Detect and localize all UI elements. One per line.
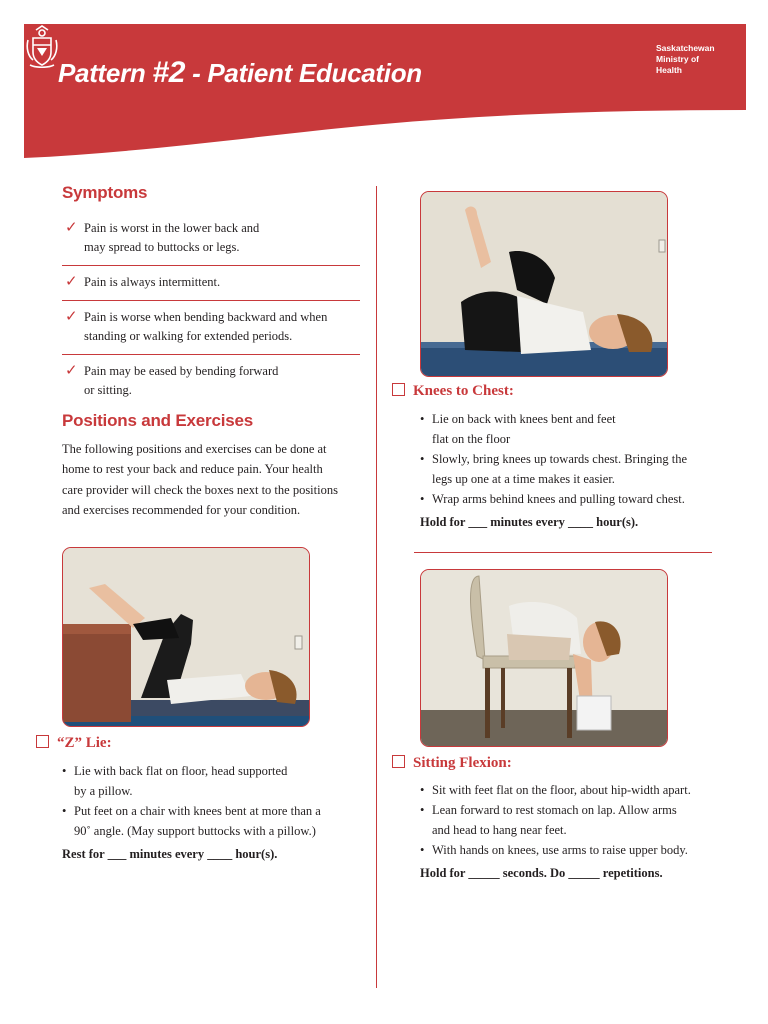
symptom-item: ✓ Pain is worse when bending backward and when standing or walking for extended periods. [62, 301, 360, 355]
page-title: Pattern #2 - Patient Education [58, 56, 422, 89]
checkmark-icon: ✓ [65, 361, 78, 379]
intro-paragraph: The following positions and exercises can be done at home to rest your back and reduce pain. Your health care provider will check the boxes next to the positions and exercises recommended for your condition. [62, 442, 338, 517]
z-lie-hold: Rest for ___ minutes every ____ hour(s). [62, 847, 278, 861]
z-lie-instructions [62, 761, 362, 841]
exercise-heading-knees-to-chest: Knees to Chest: [392, 383, 514, 400]
symptoms-list [62, 212, 360, 408]
exercise-heading-z-lie: “Z” Lie: [36, 735, 112, 752]
knees-to-chest-hold: Hold for ___ minutes every ____ hour(s). [420, 515, 639, 529]
section-divider [414, 552, 712, 553]
list-item: • Lean forward to rest stomach on lap. Allow arms and head to hang near feet. [420, 800, 730, 840]
ministry-name: Saskatchewan Ministry of Health [656, 43, 715, 75]
list-item: • Sit with feet flat on the floor, about hip-width apart. [420, 780, 730, 800]
symptoms-heading: Symptoms [62, 183, 148, 202]
exercise-checkbox[interactable] [36, 735, 49, 748]
checkmark-icon: ✓ [65, 307, 78, 325]
list-item: • Lie with back flat on floor, head supported by a pillow. [62, 761, 362, 801]
knees-to-chest-photo [420, 191, 668, 377]
header-background [24, 24, 746, 159]
checkmark-icon: ✓ [65, 218, 78, 236]
list-item: • Slowly, bring knees up towards chest. Bringing the legs up one at a time makes it easier. [420, 449, 720, 489]
symptom-item: ✓ Pain is worst in the lower back and may spread to buttocks or legs. [62, 212, 360, 266]
list-item: • Put feet on a chair with knees bent at more than a 90˚ angle. (May support buttocks with a pillow.) [62, 801, 362, 841]
list-item: • Wrap arms behind knees and pulling toward chest. [420, 489, 720, 509]
column-divider [376, 186, 377, 988]
list-item: • Lie on back with knees bent and feet flat on the floor [420, 409, 720, 449]
exercise-checkbox[interactable] [392, 383, 405, 396]
provincial-crest-icon [24, 24, 60, 68]
list-item: • With hands on knees, use arms to raise upper body. [420, 840, 730, 860]
sitting-flexion-hold: Hold for _____ seconds. Do _____ repetitions. [420, 866, 663, 880]
sitting-flexion-instructions [420, 780, 730, 860]
z-lie-photo [62, 547, 310, 727]
knees-to-chest-instructions [420, 409, 720, 509]
checkmark-icon: ✓ [65, 272, 78, 290]
symptom-item: ✓ Pain may be eased by bending forward or sitting. [65, 361, 279, 397]
sitting-flexion-photo [420, 569, 668, 747]
header-banner [24, 24, 746, 159]
exercise-checkbox[interactable] [392, 755, 405, 768]
positions-heading: Positions and Exercises [62, 411, 253, 430]
exercise-heading-sitting-flexion: Sitting Flexion: [392, 755, 512, 772]
symptom-item: ✓ Pain is always intermittent. [62, 266, 360, 301]
